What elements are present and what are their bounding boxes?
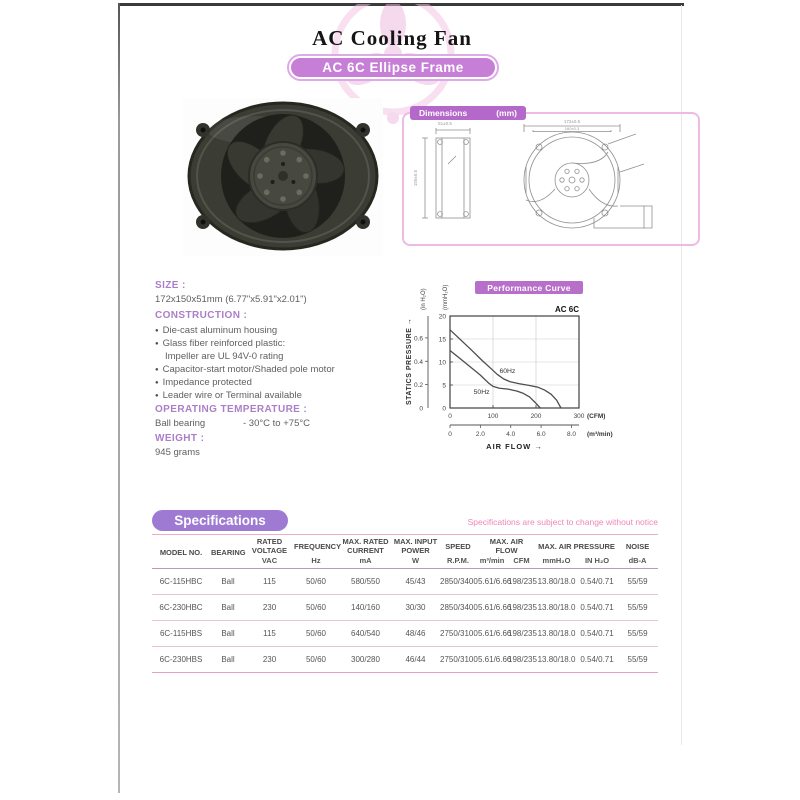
column-unit: VAC	[261, 556, 278, 565]
table-row	[152, 621, 658, 647]
spec-cell: 140/160	[339, 595, 392, 621]
svg-text:5: 5	[442, 382, 446, 390]
svg-text:60Hz: 60Hz	[499, 368, 516, 376]
svg-text:AIR FLOW →: AIR FLOW →	[486, 442, 543, 451]
operating-temperature-label: OPERATING TEMPERATURE :	[155, 404, 308, 415]
spec-cell: 5.61/6.66	[477, 621, 507, 647]
spec-cell: 6C-230HBS	[152, 647, 210, 673]
spec-cell: 198/235	[507, 621, 536, 647]
column-header: MODEL NO.	[159, 547, 203, 557]
svg-text:(in H₂O): (in H₂O)	[421, 288, 427, 310]
construction-item: ● Glass fiber reinforced plastic:	[155, 337, 335, 350]
construction-label: CONSTRUCTION :	[155, 310, 248, 321]
svg-text:100: 100	[487, 413, 499, 420]
svg-text:0.6: 0.6	[413, 335, 423, 343]
construction-item: ● Leader wire or Terminal available	[155, 389, 335, 402]
svg-text:20: 20	[438, 313, 446, 321]
svg-text:200: 200	[530, 413, 542, 420]
column-unit: IN H₂O	[584, 556, 610, 565]
construction-item: Impeller are UL 94V-0 rating	[165, 351, 284, 362]
dimensions-box	[402, 108, 700, 246]
svg-text:(CFM): (CFM)	[587, 413, 606, 420]
spec-cell: Ball	[210, 647, 246, 673]
spec-cell: 50/60	[293, 647, 339, 673]
svg-text:8.0: 8.0	[566, 431, 576, 438]
spec-cell: 55/59	[617, 621, 658, 647]
svg-text:0.2: 0.2	[413, 382, 423, 390]
column-header: NOISE	[625, 541, 650, 551]
column-unit: mmH₂O	[542, 556, 571, 565]
svg-text:0.4: 0.4	[413, 358, 423, 366]
size-value: 172x150x51mm (6.77"x5.91"x2.01")	[155, 294, 307, 305]
scan-edge-left	[118, 3, 120, 793]
size-label: SIZE :	[155, 280, 186, 291]
construction-item: ● Impedance protected	[155, 376, 335, 389]
operating-temperature-row	[155, 418, 311, 429]
spec-cell: 2750/3100	[439, 621, 477, 647]
spec-cell: 198/235	[507, 569, 536, 595]
spec-cell: Ball	[210, 595, 246, 621]
svg-text:0: 0	[419, 405, 423, 413]
construction-list	[155, 324, 335, 402]
dimensions-unit: (mm)	[496, 108, 517, 118]
svg-text:6.0: 6.0	[536, 431, 546, 438]
spec-cell: 640/540	[339, 621, 392, 647]
svg-text:(m³/min): (m³/min)	[587, 431, 613, 438]
table-row	[152, 595, 658, 621]
spec-cell: 0.54/0.71	[577, 621, 617, 647]
svg-text:AC 6C: AC 6C	[554, 305, 579, 314]
spec-cell: 50/60	[293, 569, 339, 595]
dimension-drawing-side	[422, 128, 470, 218]
column-header: MAX. INPUT POWER	[393, 537, 438, 555]
spec-cell: 46/44	[392, 647, 439, 673]
specifications-badge: Specifications	[152, 510, 288, 531]
weight-value: 945 grams	[155, 447, 200, 458]
spec-cell: 0.54/0.71	[577, 647, 617, 673]
bearing-type: Ball bearing	[155, 418, 206, 429]
spec-cell: 198/235	[507, 595, 536, 621]
spec-cell: 580/550	[339, 569, 392, 595]
spec-cell: 0.54/0.71	[577, 595, 617, 621]
spec-cell: 5.61/6.66	[477, 647, 507, 673]
dimension-drawings	[404, 114, 694, 240]
spec-cell: Ball	[210, 569, 246, 595]
column-header: FREQUENCY	[294, 541, 342, 551]
fan-product-photo	[183, 98, 383, 256]
svg-text:51±0.5: 51±0.5	[438, 121, 452, 126]
spec-cell: 6C-115HBC	[152, 569, 210, 595]
page-title: AC Cooling Fan	[312, 26, 472, 50]
construction-item: ● Die-cast aluminum housing	[155, 324, 335, 337]
series-badge: AC 6C Ellipse Frame	[289, 56, 497, 79]
column-unit: CFM	[513, 556, 530, 565]
spec-cell: 0.54/0.71	[577, 569, 617, 595]
svg-text:15: 15	[438, 336, 446, 344]
column-unit: Hz	[311, 556, 321, 565]
specs-table	[152, 534, 658, 673]
spec-cell: 6C-115HBS	[152, 621, 210, 647]
svg-text:0: 0	[448, 413, 452, 420]
spec-cell: 2850/3400	[439, 595, 477, 621]
temperature-range: - 30°C to +75°C	[243, 418, 311, 429]
column-header: SPEED	[445, 541, 471, 551]
spec-cell: Ball	[210, 621, 246, 647]
column-unit: dB-A	[628, 556, 647, 565]
spec-cell: 6C-230HBC	[152, 595, 210, 621]
column-header: MAX. AIR PRESSURE	[538, 541, 615, 551]
svg-text:(mmH₂O): (mmH₂O)	[443, 284, 449, 310]
column-unit: W	[411, 556, 420, 565]
svg-text:300: 300	[573, 413, 585, 420]
dimensions-badge	[410, 106, 526, 120]
specifications-note: Specifications are subject to change without notice	[467, 517, 658, 527]
column-header: MAX. RATED CURRENT	[342, 537, 389, 555]
spec-cell: 13.80/18.0	[536, 621, 577, 647]
spec-cell: 30/30	[392, 595, 439, 621]
column-unit: mA	[359, 556, 372, 565]
svg-text:10: 10	[438, 359, 446, 367]
svg-text:STATICS PRESSURE →: STATICS PRESSURE →	[406, 317, 413, 405]
spec-cell: 115	[246, 569, 293, 595]
performance-curve-badge: Performance Curve	[475, 281, 583, 294]
spec-cell: 230	[246, 647, 293, 673]
spec-cell: 5.61/6.66	[477, 595, 507, 621]
spec-cell: 13.80/18.0	[536, 569, 577, 595]
svg-text:172±0.5: 172±0.5	[563, 119, 581, 124]
spec-cell: 55/59	[617, 647, 658, 673]
table-row	[152, 569, 658, 595]
column-unit: R.P.M.	[447, 556, 469, 565]
spec-cell: 48/46	[392, 621, 439, 647]
svg-text:50Hz: 50Hz	[473, 389, 490, 397]
column-header: BEARING	[211, 547, 246, 557]
svg-text:4.0: 4.0	[506, 431, 516, 438]
weight-label: WEIGHT :	[155, 433, 205, 444]
svg-text:160±0.3: 160±0.3	[564, 126, 580, 131]
spec-cell: 50/60	[293, 595, 339, 621]
svg-text:2.0: 2.0	[475, 431, 485, 438]
spec-cell: 50/60	[293, 621, 339, 647]
spec-cell: 2850/3400	[439, 569, 477, 595]
svg-text:0: 0	[442, 405, 446, 413]
spec-cell: 115	[246, 621, 293, 647]
performance-curve-chart	[395, 268, 665, 468]
dimensions-label: Dimensions	[419, 108, 468, 118]
spec-cell: 5.61/6.66	[477, 569, 507, 595]
spec-cell: 55/59	[617, 569, 658, 595]
spec-cell: 230	[246, 595, 293, 621]
dimension-drawing-front	[524, 124, 652, 228]
column-unit: m³/min	[479, 556, 505, 565]
spec-cell: 198/235	[507, 647, 536, 673]
svg-text:150±0.5: 150±0.5	[413, 169, 418, 187]
spec-cell: 13.80/18.0	[536, 647, 577, 673]
svg-text:0: 0	[448, 431, 452, 438]
spec-cell: 13.80/18.0	[536, 595, 577, 621]
spec-cell: 2750/3100	[439, 647, 477, 673]
spec-cell: 55/59	[617, 595, 658, 621]
construction-item: ● Capacitor-start motor/Shaded pole motor	[155, 363, 335, 376]
column-header: RATED VOLTAGE	[251, 537, 288, 555]
table-row	[152, 647, 658, 673]
spec-cell: 300/280	[339, 647, 392, 673]
spec-cell: 45/43	[392, 569, 439, 595]
column-header: MAX. AIR FLOW	[489, 537, 524, 555]
